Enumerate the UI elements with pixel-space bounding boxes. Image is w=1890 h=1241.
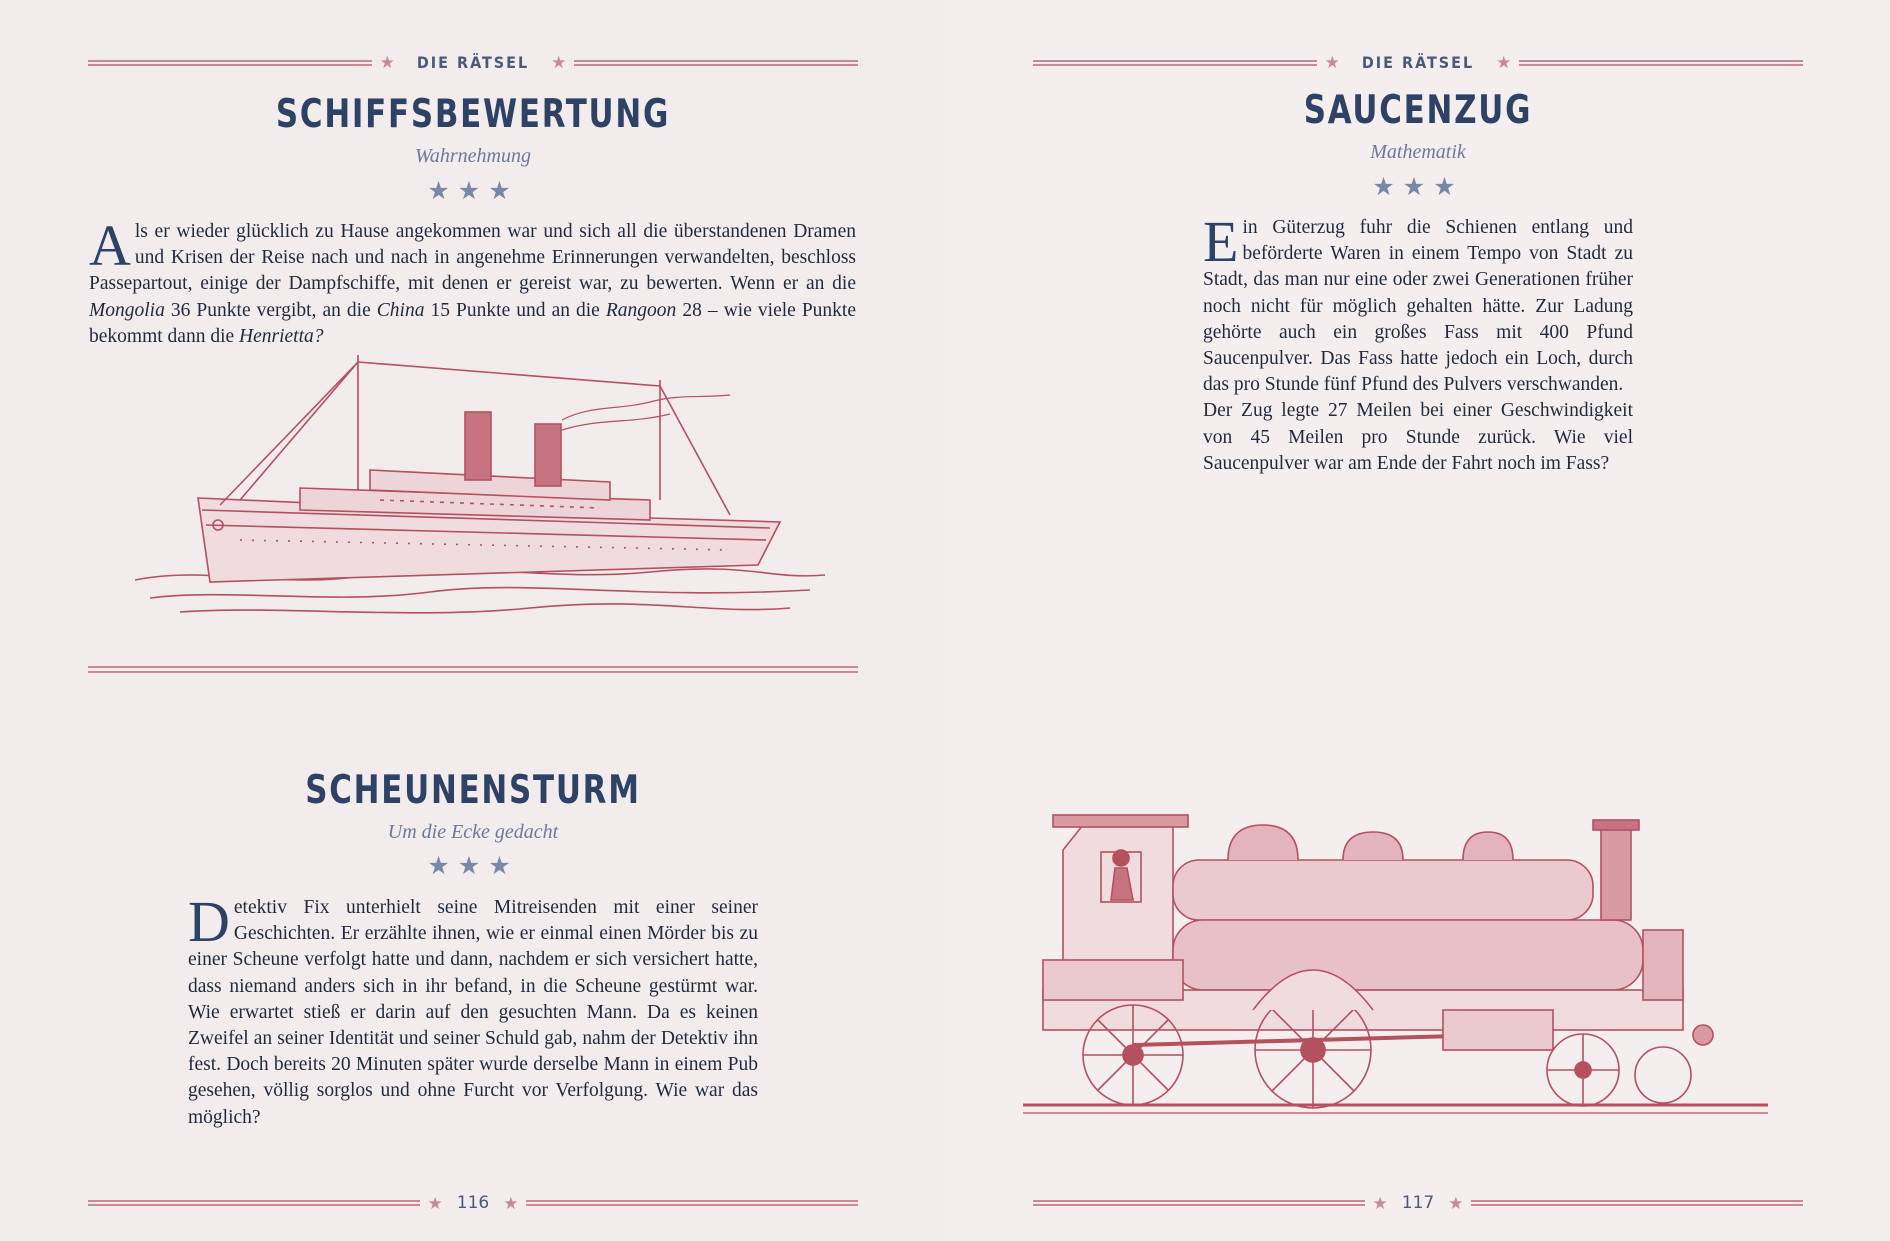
star-icon: ★ [427, 1193, 443, 1213]
puzzle-text: Als er wieder glücklich zu Hause angekommen war und sich all die überstandenen Dramen und Krisen der Reise nach und nach in angenehme Erinnerungen verwandelten, beschloss Passepartout, einige der Dampfschiffe, mit denen er gereist war, zu bewerten. Wenn er an die Mongolia 36 Punkte vergibt, an die China 15 Punkte und an die Rangoon 28 – wie viele Punkte bekommt dann die Henrietta? [89, 213, 857, 347]
puzzle-category: Um die Ecke gedacht [387, 821, 559, 843]
running-header: DIE RÄTSEL [416, 53, 530, 72]
puzzle-text: Detektiv Fix unterhielt seine Mitreisenden mit einer seiner Geschichten. Er erzählte ihnen, wie er einmal einen Mörder bis zu einer Scheune verfolgt hatte und dann, nachdem er sich versichert hatte, dass niemand anders sich in ihr befand, in die Scheune gestürmt war. Wie erwartet stieß er darin auf den gesuchten Mann. Da es keinen Zweifel an seiner Identität und seiner Schuld gab, nahm der Detektiv ihn fest. Doch bereits 20 Minuten später wurde derselbe Mann in einem Pub gesehen, völlig sorglos und ohne Furcht vor Verfolgung. Wie war das möglich? [188, 889, 758, 1128]
difficulty-stars: ★★★ [1372, 174, 1464, 201]
rule [88, 60, 372, 66]
rule [1033, 1200, 1365, 1206]
steamship-illustration [130, 350, 830, 630]
puzzle-title: SAUCENZUG [1303, 88, 1533, 133]
rule [526, 1200, 858, 1206]
puzzle-title: SCHIFFSBEWERTUNG [275, 92, 671, 137]
right-page [945, 0, 1890, 1241]
star-icon: ★ [1372, 1193, 1388, 1213]
page-footer [88, 1193, 858, 1213]
rule [1033, 60, 1317, 66]
difficulty-stars: ★★★ [427, 178, 519, 205]
puzzle-title: SCHEUNENSTURM [305, 768, 641, 813]
rule [1519, 60, 1803, 66]
puzzle-text: Ein Güterzug fuhr die Schienen entlang und beförderte Waren in einem Tempo von Stadt zu Stadt, das man nur eine oder zwei Generationen früher noch nicht für möglich gehalten hätte. Zur Ladung gehörte auch ein großes Fass mit 400 Pfund Saucenpulver. Das Fass hatte jedoch ein Loch, durch das pro Stunde fünf Pfund des Pulvers verschwanden. Der Zug legte 27 Meilen bei einer Geschwindigkeit von 45 Meilen pro Stunde zurück. Wie viel Saucenpulver war am Ende der Fahrt noch im Fass? [1203, 209, 1633, 474]
star-icon: ★ [1448, 1193, 1464, 1213]
puzzle-category: Wahrnehmung [415, 145, 531, 167]
ship-name: Henrietta? [239, 325, 324, 347]
star-icon: ★ [1324, 53, 1340, 72]
rule [88, 1200, 420, 1206]
locomotive-illustration [1023, 810, 1773, 1120]
rule [574, 60, 858, 66]
dropcap: D [188, 889, 230, 954]
star-icon: ★ [503, 1193, 519, 1213]
ship-name: Mongolia [89, 299, 165, 321]
header-ornament [88, 53, 858, 72]
rule [1471, 1200, 1803, 1206]
ship-name: Rangoon [605, 299, 677, 321]
star-icon: ★ [1496, 53, 1512, 72]
star-icon: ★ [379, 53, 395, 72]
dropcap: A [89, 213, 131, 278]
section-divider [88, 666, 858, 673]
star-icon: ★ [551, 53, 567, 72]
running-header: DIE RÄTSEL [1361, 53, 1475, 72]
puzzle-category: Mathematik [1370, 141, 1466, 163]
page-footer [1033, 1193, 1803, 1213]
ship-name: China [376, 299, 425, 321]
difficulty-stars: ★★★ [427, 853, 519, 880]
dropcap: E [1203, 209, 1239, 274]
page-number: 117 [1401, 1193, 1435, 1213]
header-ornament [1033, 53, 1803, 72]
page-number: 116 [456, 1193, 490, 1213]
